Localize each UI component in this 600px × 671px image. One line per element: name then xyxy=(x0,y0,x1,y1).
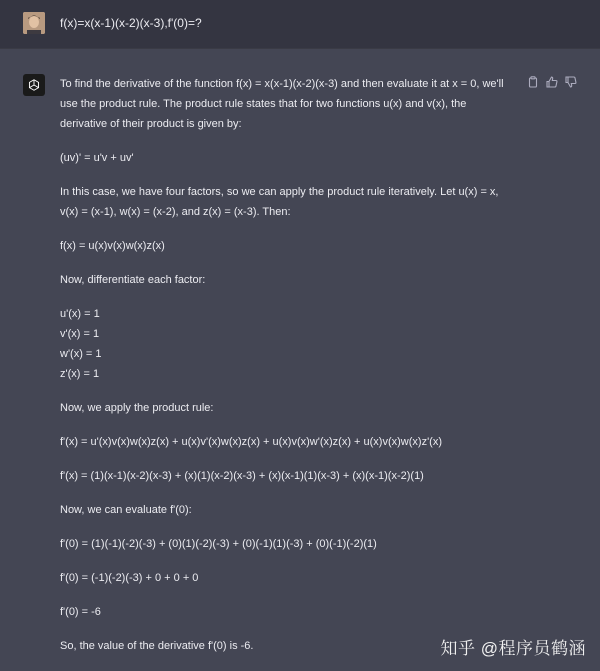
answer-formula: (uv)' = u'v + uv' xyxy=(60,152,134,164)
thumbs-up-icon[interactable] xyxy=(546,76,558,88)
derivative-line: z'(x) = 1 xyxy=(60,368,100,380)
message-actions xyxy=(527,76,577,88)
answer-formula: f'(0) = (1)(-1)(-2)(-3) + (0)(1)(-2)(-3) + (0)(-1)(1)(-3) + (0)(-1)(-2)(1) xyxy=(60,538,377,550)
assistant-answer xyxy=(60,74,515,670)
answer-paragraph: Now, we can evaluate f'(0): xyxy=(60,504,192,516)
watermark: 知乎 @程序员鹤涵 xyxy=(440,639,586,658)
answer-paragraph: To find the derivative of the function f(x) = x(x-1)(x-2)(x-3) and then evaluate it at x = 0, we'll use the product rule. The product rule states that for two functions u(x) and v(x), the derivative of their product is given by: xyxy=(60,78,504,130)
answer-formula: f'(x) = (1)(x-1)(x-2)(x-3) + (x)(1)(x-2)(x-3) + (x)(x-1)(1)(x-3) + (x)(x-1)(x-2)(1) xyxy=(60,470,424,482)
user-message-row xyxy=(0,0,600,48)
answer-paragraph: In this case, we have four factors, so we can apply the product rule iteratively. Let u(x) = x, v(x) = (x-1), w(x) = (x-2), and z(x) = (x-3). Then: xyxy=(60,186,499,218)
answer-formula: f'(0) = (-1)(-2)(-3) + 0 + 0 + 0 xyxy=(60,572,199,584)
openai-logo-icon xyxy=(23,74,45,96)
answer-paragraph: Now, we apply the product rule: xyxy=(60,402,214,414)
answer-paragraph: Now, differentiate each factor: xyxy=(60,274,206,286)
derivative-line: w'(x) = 1 xyxy=(60,348,102,360)
copy-icon[interactable] xyxy=(527,76,539,88)
assistant-message-row xyxy=(0,49,600,671)
answer-formula: f'(x) = u'(x)v(x)w(x)z(x) + u(x)v'(x)w(x)z(x) + u(x)v(x)w'(x)z(x) + u(x)v(x)w(x)z'(x) xyxy=(60,436,442,448)
user-avatar xyxy=(23,12,45,34)
derivative-line: u'(x) = 1 xyxy=(60,308,100,320)
thumbs-down-icon[interactable] xyxy=(565,76,577,88)
answer-conclusion: So, the value of the derivative f'(0) is -6. xyxy=(60,640,254,652)
derivative-line: v'(x) = 1 xyxy=(60,328,100,340)
answer-formula: f(x) = u(x)v(x)w(x)z(x) xyxy=(60,240,165,252)
user-question: f(x)=x(x-1)(x-2)(x-3),f'(0)=? xyxy=(60,16,202,30)
answer-formula: f'(0) = -6 xyxy=(60,606,101,618)
